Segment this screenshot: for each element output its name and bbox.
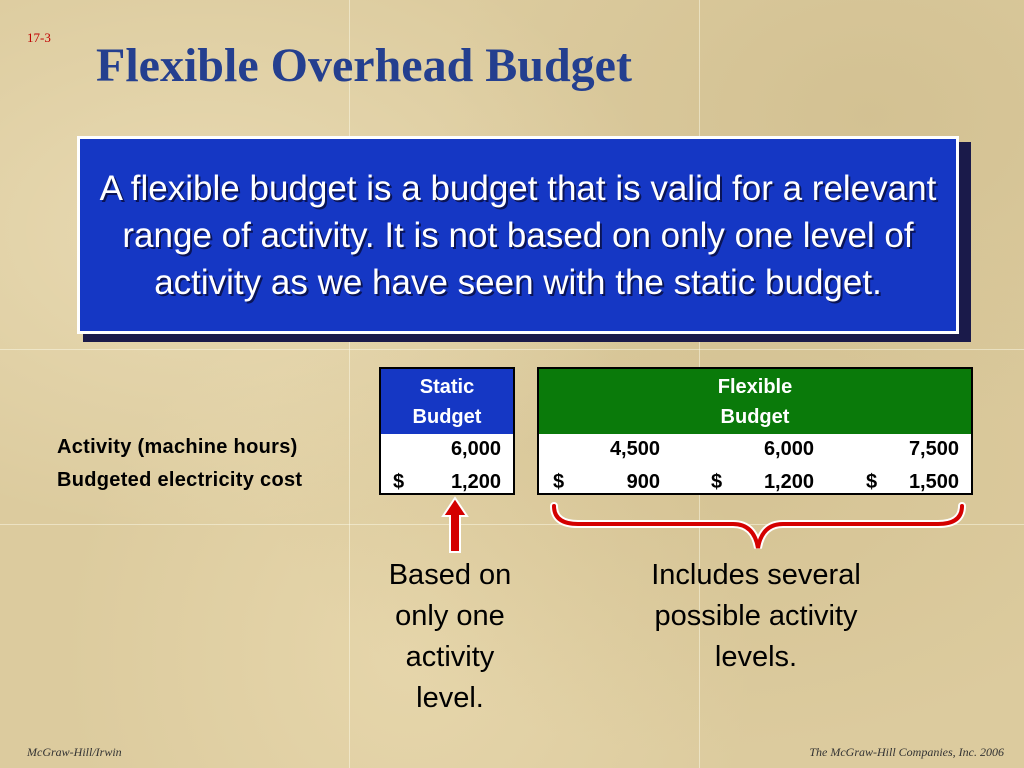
flexible-header-line1: Flexible — [717, 376, 793, 398]
definition-callout — [77, 136, 959, 334]
background-gridline — [0, 349, 1024, 350]
static-cost-value: 1,200 — [450, 471, 501, 493]
static-header-line2: Budget — [412, 406, 482, 428]
flexible-cost-value: 900 — [626, 471, 660, 493]
flexible-header-line2: Budget — [720, 406, 790, 428]
flexible-cost-value: 1,200 — [763, 471, 814, 493]
caption-line: level. — [416, 682, 484, 714]
static-caption — [360, 555, 540, 719]
caption-line: possible activity — [654, 600, 858, 632]
up-arrow-icon — [440, 496, 470, 556]
background-gridline — [349, 0, 350, 768]
static-activity-value: 6,000 — [450, 438, 501, 460]
static-budget-table — [379, 367, 515, 495]
callout-text: A flexible budget is a budget that is valid for a relevant range of activity. It is not based on only one level of activity as we have seen with the static budget. — [99, 168, 937, 302]
flexible-cost-value: 1,500 — [908, 471, 959, 493]
flexible-activity-value: 7,500 — [908, 438, 959, 460]
static-budget-header — [381, 369, 513, 434]
footer-left: McGraw-Hill/Irwin — [27, 745, 122, 759]
flexible-budget-header — [539, 369, 971, 434]
footer-right: The McGraw-Hill Companies, Inc. 2006 — [809, 745, 1004, 759]
caption-line: Includes several — [651, 559, 861, 591]
flexible-cost-currency: $ — [553, 471, 565, 493]
flexible-budget-table — [537, 367, 973, 495]
row-label-cost: Budgeted electricity cost — [57, 469, 303, 491]
flexible-activity-value: 6,000 — [763, 438, 814, 460]
caption-line: Based on — [388, 559, 512, 591]
static-cost-currency: $ — [393, 471, 405, 493]
flexible-cost-currency: $ — [866, 471, 878, 493]
flexible-caption — [606, 555, 906, 678]
caption-line: levels. — [714, 641, 798, 673]
flexible-cost-currency: $ — [711, 471, 723, 493]
slide-number: 17-3 — [27, 30, 51, 45]
row-label-activity: Activity (machine hours) — [57, 436, 298, 458]
page-title: Flexible Overhead Budget — [96, 39, 632, 92]
caption-line: only one — [395, 600, 505, 632]
flexible-activity-value: 4,500 — [609, 438, 660, 460]
static-header-line1: Static — [419, 376, 475, 398]
caption-line: activity — [405, 641, 495, 673]
